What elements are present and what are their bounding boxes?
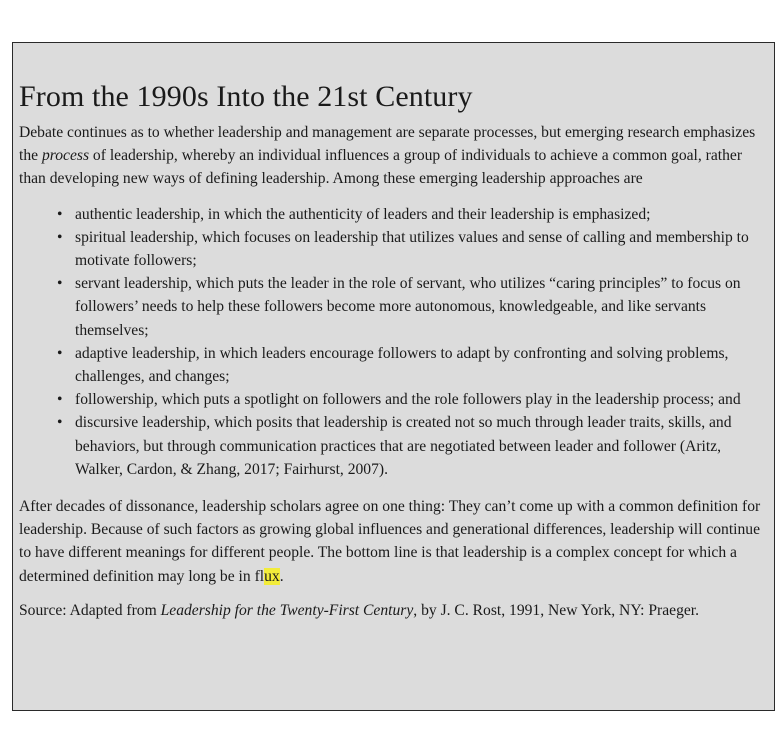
- list-item-text: discursive leadership, which posits that leadership is created not so much through leader traits, skills, and behaviors, but through communication practices that are negotiated between leader and follower (Aritz, Walker, Cardon, & Zhang, 2017; Fairhurst, 2007).: [75, 414, 732, 478]
- source-suffix: , by J. C. Rost, 1991, New York, NY: Praeger.: [413, 601, 700, 619]
- list-item: [57, 272, 769, 342]
- intro-emphasis: process: [41, 147, 90, 165]
- list-item-text: followership, which puts a spotlight on followers and the role followers play in the leadership process; and: [75, 391, 741, 409]
- bullet-icon: •: [57, 414, 63, 432]
- bullet-icon: •: [57, 275, 63, 293]
- list-item-text: spiritual leadership, which focuses on leadership that utilizes values and sense of calling and membership to motivate followers;: [75, 228, 749, 270]
- source-book-title: Leadership for the Twenty-First Century: [160, 601, 414, 619]
- list-item: [57, 203, 769, 226]
- bullet-icon: •: [57, 344, 63, 362]
- source-prefix: Source: Adapted from: [19, 601, 161, 619]
- closing-text: After decades of dissonance, leadership scholars agree on one thing: They can’t come up with a common definition for leadership. Because of such factors as growing global influences and generational differences, leadership will continue to have different meanings for different people. The bottom line is that leadership is a complex concept for which a determined definition may long be in fl: [19, 498, 761, 585]
- bullet-icon: •: [57, 391, 63, 409]
- intro-paragraph: [19, 121, 769, 191]
- list-item-text: servant leadership, which puts the leader in the role of servant, who utilizes “caring principles” to focus on followers’ needs to help these followers become more autonomous, knowledgeable, and like servants themselves;: [75, 275, 741, 339]
- approaches-list: [19, 203, 769, 481]
- sidebar-box: [12, 42, 775, 711]
- list-item-text: adaptive leadership, in which leaders encourage followers to adapt by confronting and solving problems, challenges, and changes;: [75, 344, 729, 386]
- source-citation: [19, 599, 769, 622]
- bullet-icon: •: [57, 228, 63, 246]
- list-item: [57, 388, 769, 411]
- bullet-icon: •: [57, 205, 63, 223]
- closing-text-end: .: [279, 567, 284, 585]
- intro-text-start: Debate continues as to whether leadership and management are separate processes, but emerging research emphasizes the: [19, 124, 756, 165]
- list-item-text: authentic leadership, in which the authenticity of leaders and their leadership is emphasized;: [75, 205, 651, 223]
- highlighted-text: ux: [264, 567, 280, 585]
- closing-paragraph: [19, 495, 769, 588]
- list-item: [57, 342, 769, 388]
- list-item: [57, 226, 769, 272]
- list-item: [57, 411, 769, 481]
- intro-text-end: of leadership, whereby an individual influences a group of individuals to achieve a common goal, rather than developing new ways of defining leadership. Among these emerging leadership approaches are: [19, 147, 743, 188]
- section-heading: From the 1990s Into the 21st Century: [19, 80, 473, 113]
